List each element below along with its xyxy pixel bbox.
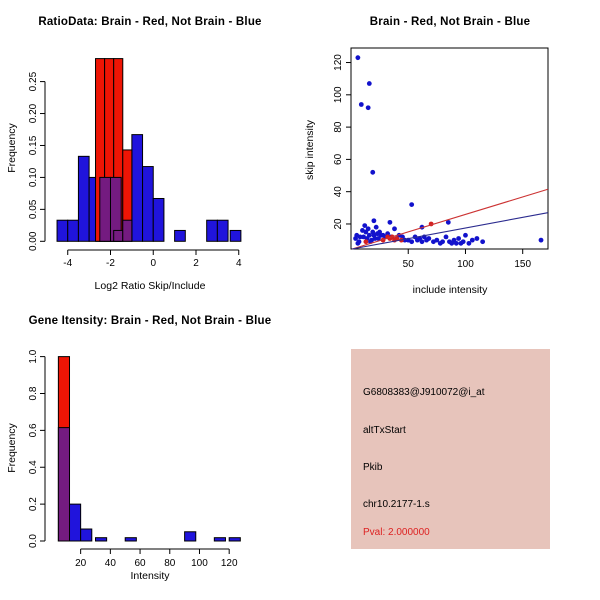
intensity-scatter-chart (300, 0, 600, 300)
x-tick-label: -4 (63, 258, 73, 269)
scatter-point (440, 239, 445, 244)
histogram-bar (143, 167, 154, 242)
histogram-bar (217, 220, 228, 241)
scatter-point (357, 239, 362, 244)
histogram-bar (185, 532, 196, 541)
scatter-point (409, 239, 414, 244)
y-tick-label: 120 (333, 54, 344, 71)
yaxis-label-frequency-top: Frequency (6, 123, 18, 173)
info-panel (351, 349, 550, 549)
scatter-point (454, 241, 459, 246)
y-tick-label: 100 (333, 86, 344, 104)
scatter-point (367, 81, 372, 86)
scatter-point (426, 236, 431, 241)
x-tick-label: 20 (75, 558, 87, 569)
histogram-bar (230, 230, 241, 241)
y-tick-label: 20 (333, 218, 344, 230)
x-tick-label: 60 (134, 558, 146, 569)
x-tick-label: 4 (235, 258, 242, 269)
gene-symbol-text: Pkib (363, 462, 383, 473)
histogram-bar (81, 529, 92, 541)
scatter-point (366, 105, 371, 110)
histogram-bar (100, 177, 111, 241)
scatter-point (461, 239, 466, 244)
x-tick-label: -2 (106, 258, 115, 269)
probe-id-text: G6808383@J910072@i_at (363, 387, 485, 398)
histogram-bar (175, 230, 186, 241)
scatter-point (409, 202, 414, 207)
y-tick-label: 0.20 (28, 103, 39, 124)
scatter-point (480, 239, 485, 244)
x-tick-label: 120 (220, 558, 238, 569)
scatter-point (374, 225, 379, 230)
scatter-point (467, 241, 472, 246)
x-tick-label: 0 (150, 258, 157, 269)
histogram-bar (70, 504, 81, 541)
title-intensity-scatter: Brain - Red, Not Brain - Blue (369, 16, 531, 28)
histogram-bar (123, 220, 132, 241)
y-tick-label: 0.2 (28, 497, 39, 512)
x-tick-label: 50 (402, 259, 414, 270)
ratiodata-histogram-chart (0, 0, 300, 300)
scatter-point (363, 239, 368, 244)
histogram-bar (153, 198, 164, 241)
y-tick-label: 0.4 (28, 460, 39, 475)
y-tick-label: 0.05 (28, 199, 39, 220)
y-tick-label: 0.10 (28, 167, 39, 188)
histogram-bar (78, 156, 89, 241)
y-tick-label: 80 (333, 121, 344, 133)
xaxis-label-log2-ratio: Log2 Ratio Skip/Include (94, 280, 206, 292)
histogram-bar (68, 220, 79, 241)
histogram-bar (114, 230, 123, 241)
histogram-bar (96, 538, 107, 541)
histogram-bar (57, 220, 68, 241)
y-tick-label: 0.15 (28, 135, 39, 156)
x-tick-label: 100 (457, 259, 474, 270)
y-tick-label: 1.0 (28, 349, 39, 364)
histogram-bar (207, 220, 218, 241)
yaxis-label-frequency-bottom: Frequency (6, 423, 18, 473)
x-tick-label: 40 (104, 558, 116, 569)
chromosome-location-text: chr10.2177-1.s (363, 499, 430, 510)
yaxis-label-skip-intensity: skip intensity (304, 119, 316, 181)
y-tick-label: 60 (333, 153, 344, 165)
x-tick-label: 80 (164, 558, 176, 569)
histogram-bar (132, 135, 143, 242)
scatter-point (463, 233, 468, 238)
x-tick-label: 2 (193, 258, 199, 269)
scatter-point (355, 55, 360, 60)
event-type-text: altTxStart (363, 425, 406, 436)
xaxis-label-include-intensity: include intensity (412, 284, 488, 296)
scatter-point (392, 226, 397, 231)
xaxis-label-intensity: Intensity (130, 570, 170, 582)
scatter-point (359, 102, 364, 107)
scatter-point (449, 241, 454, 246)
scatter-point (475, 236, 480, 241)
histogram-bar (58, 428, 69, 541)
y-tick-label: 0.8 (28, 386, 39, 401)
y-tick-label: 0.00 (28, 231, 39, 252)
histogram-bar (125, 538, 136, 541)
pvalue-text: Pval: 2.000000 (363, 527, 430, 538)
scatter-point (388, 220, 393, 225)
scatter-point (370, 170, 375, 175)
scatter-point (431, 239, 436, 244)
gene-intensity-histogram-chart (0, 300, 300, 600)
scatter-point (420, 239, 425, 244)
scatter-point (539, 238, 544, 243)
y-tick-label: 40 (333, 186, 344, 198)
title-ratiodata-histogram: RatioData: Brain - Red, Not Brain - Blue (38, 16, 262, 28)
histogram-bar (214, 538, 225, 541)
scatter-point (456, 236, 461, 241)
scatter-point (444, 234, 449, 239)
x-tick-label: 100 (191, 558, 208, 569)
y-tick-label: 0.25 (28, 71, 39, 92)
y-tick-label: 0.6 (28, 423, 39, 438)
title-gene-intensity-histogram: Gene Itensity: Brain - Red, Not Brain - Blue (28, 315, 272, 327)
x-tick-label: 150 (514, 259, 532, 270)
scatter-point (371, 218, 376, 223)
y-tick-label: 0.0 (28, 534, 39, 548)
histogram-bar (229, 538, 240, 541)
